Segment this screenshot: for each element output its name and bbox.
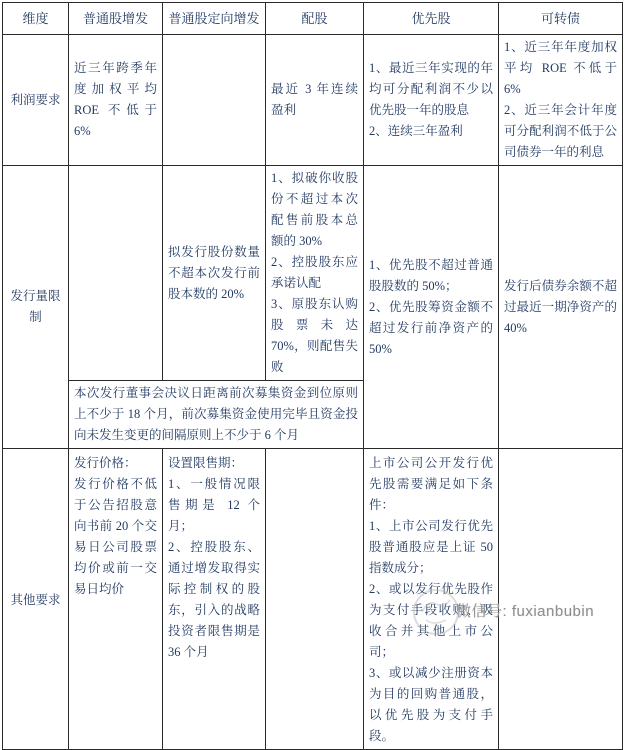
cell-profit-private-placement bbox=[163, 35, 266, 166]
table-row-profit-requirement bbox=[3, 35, 623, 166]
cell-other-preferred-stock: 上市公司公开发行优先股需要满足如下条件： 1、上市公司发行优先股普通股应是上证 50 指数成分； 2、或以发行优先股作为支付手段收购、吸收合并其他上市公司； 3、或以减少注册资本为目的回购普通股，以优先股为支付手段。 bbox=[364, 449, 499, 750]
table-row-other-requirements bbox=[3, 449, 623, 750]
cell-profit-convertible-bond: 1、近三年年度加权平均 ROE 不低于 6% 2、近三年会计年度可分配利润不低于公司债券一年的利息 bbox=[499, 35, 623, 166]
cell-profit-common-issue: 近三年跨季年度加权平均 ROE 不低于 6% bbox=[69, 35, 163, 166]
cell-volume-convertible-bond: 发行后债券余额不超过最近一期净资产的 40% bbox=[499, 166, 623, 449]
row-label-other: 其他要求 bbox=[3, 449, 69, 750]
cell-volume-private-placement: 拟发行股份数量不超本次发行前股本数的 20% bbox=[163, 166, 266, 381]
cell-other-rights-issue bbox=[266, 449, 364, 750]
cell-other-common-issue: 发行价格： 发行价格不低于公告招股意向书前 20 个交易日公司股票均价或前一交易日均价 bbox=[69, 449, 163, 750]
cell-other-private-placement: 设置限售期： 1、一般情况限售期是 12 个月； 2、控股股东、通过增发取得实际控制权的股东，引入的战略投资者限售期是 36 个月 bbox=[163, 449, 266, 750]
table-row-issue-volume-limit bbox=[3, 166, 623, 381]
cell-other-convertible-bond bbox=[499, 449, 623, 750]
cell-volume-rights-issue: 1、拟破你收股份不超过本次配售前股本总额的 30% 2、控股股东应承诺认配 3、原股东认购股票未达 70%，则配售失败 bbox=[266, 166, 364, 381]
cell-profit-rights-issue: 最近 3 年连续盈利 bbox=[266, 35, 364, 166]
col-header-preferred-stock: 优先股 bbox=[364, 3, 499, 35]
col-header-dimension: 维度 bbox=[3, 3, 69, 35]
row-label-profit: 利润要求 bbox=[3, 35, 69, 166]
table-header-row bbox=[3, 3, 623, 35]
col-header-convertible-bond: 可转债 bbox=[499, 3, 623, 35]
col-header-common-issue: 普通股增发 bbox=[69, 3, 163, 35]
cell-volume-preferred-stock: 1、优先股不超过普通股股数的 50%； 2、优先股筹资金额不超过发行前净资产的 50% bbox=[364, 166, 499, 449]
row-label-volume: 发行量限制 bbox=[3, 166, 69, 449]
financing-comparison-table bbox=[2, 2, 623, 750]
watermark-text: 微信号: fuxianbubin bbox=[456, 602, 595, 620]
col-header-private-placement: 普通股定向增发 bbox=[163, 3, 266, 35]
cell-profit-preferred-stock: 1、最近三年实现的年均可分配利润不少以优先股一年的股息 2、连续三年盈利 bbox=[364, 35, 499, 166]
col-header-rights-issue: 配股 bbox=[266, 3, 364, 35]
cell-volume-interval-note: 本次发行董事会决议日距离前次募集资金到位原则上不少于 18 个月，前次募集资金使用完毕且资金投向未发生变更的间隔原则上不少于 6 个月 bbox=[69, 381, 364, 449]
cell-volume-common-issue bbox=[69, 166, 163, 381]
